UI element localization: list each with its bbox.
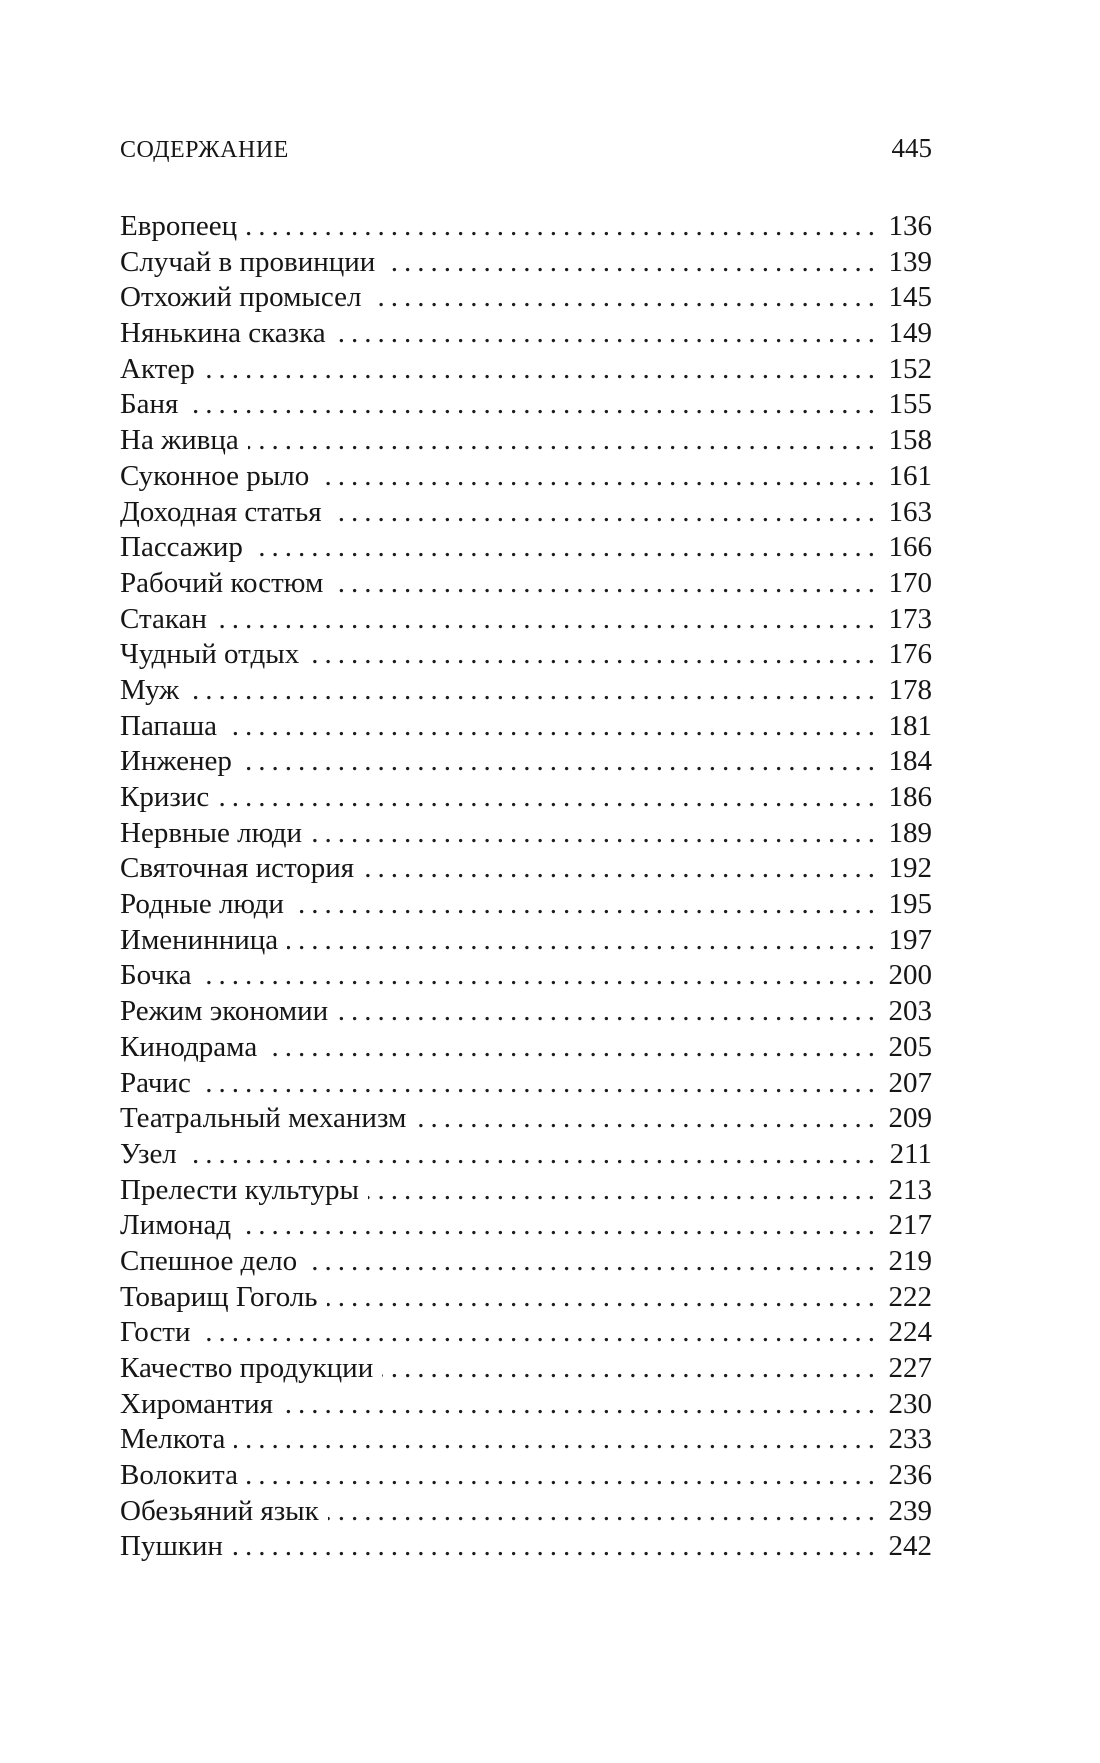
dot-leader [363,852,881,885]
dot-leader [293,888,881,921]
toc-entry [120,1281,932,1317]
entry-title: Хиромантия [120,1387,273,1420]
toc-entry [120,246,932,282]
page-number: 445 [891,133,932,163]
entry-page-number: 230 [888,1387,932,1420]
entry-page-number: 149 [888,317,932,350]
toc-entry [120,1495,932,1531]
dot-leader [248,424,881,457]
toc-entry [120,317,932,353]
entry-title: Театральный механизм [120,1102,407,1135]
dot-leader [384,246,881,279]
toc-entry [120,888,932,924]
entry-page-number: 163 [888,495,932,528]
entry-title: Отхожий промысел [120,281,362,314]
entry-title: Кинодрама [120,1030,258,1063]
entry-page-number: 213 [888,1173,932,1206]
dot-leader [216,603,881,636]
toc-entry [120,1031,932,1067]
entry-title: Родные люди [120,888,284,921]
toc-entry [120,460,932,496]
toc-list [120,210,932,1566]
dot-leader [201,959,881,992]
dot-leader [332,567,881,600]
toc-entry [120,638,932,674]
dot-leader [218,781,881,814]
entry-page-number: 203 [888,995,932,1028]
entry-page-number: 155 [888,388,932,421]
dot-leader [200,1316,881,1349]
entry-page-number: 195 [888,888,932,921]
toc-heading: СОДЕРЖАНИЕ [120,137,289,163]
dot-leader [200,1067,881,1100]
entry-page-number: 217 [888,1209,932,1242]
toc-entry [120,531,932,567]
dot-leader [234,1423,881,1456]
toc-entry [120,1174,932,1210]
dot-leader [415,1102,881,1135]
dot-leader [188,674,881,707]
toc-entry [120,1352,932,1388]
toc-entry [120,1316,932,1352]
entry-title: Муж [120,673,180,706]
toc-entry [120,1530,932,1566]
dot-leader [246,210,881,243]
toc-entry [120,1388,932,1424]
running-head [120,133,932,164]
dot-leader [247,1459,881,1492]
entry-page-number: 176 [888,638,932,671]
entry-title: Пушкин [120,1530,223,1563]
toc-entry [120,210,932,246]
entry-title: Узел [120,1137,177,1170]
entry-page-number: 236 [888,1459,932,1492]
toc-entry [120,567,932,603]
entry-title: Гости [120,1316,191,1349]
entry-page-number: 219 [888,1244,932,1277]
entry-title: Мелкота [120,1423,226,1456]
entry-title: Стакан [120,602,207,635]
entry-page-number: 139 [888,245,932,278]
entry-page-number: 158 [888,424,932,457]
entry-page-number: 178 [888,673,932,706]
dot-leader [327,1281,881,1314]
toc-entry [120,1209,932,1245]
dot-leader [252,531,881,564]
toc-entry [120,1245,932,1281]
entry-page-number: 184 [888,745,932,778]
dot-leader [331,496,881,529]
entry-page-number: 189 [888,816,932,849]
toc-entry [120,603,932,639]
toc-entry [120,1423,932,1459]
entry-title: Пассажир [120,531,243,564]
dot-leader [318,460,881,493]
dot-leader [282,1388,881,1421]
entry-title: Суконное рыло [120,459,310,492]
entry-page-number: 170 [888,566,932,599]
entry-title: Рабочий костюм [120,566,324,599]
entry-title: Именинница [120,923,279,956]
toc-entry [120,674,932,710]
toc-entry [120,924,932,960]
toc-entry [120,1102,932,1138]
entry-title: На живца [120,424,239,457]
toc-entry [120,1138,932,1174]
entry-title: Баня [120,388,179,421]
entry-title: Рачис [120,1066,191,1099]
entry-page-number: 166 [888,531,932,564]
entry-title: Актер [120,352,195,385]
toc-entry [120,353,932,389]
entry-title: Режим экономии [120,995,329,1028]
toc-entry [120,1067,932,1103]
entry-title: Инженер [120,745,232,778]
entry-page-number: 152 [888,352,932,385]
dot-leader [308,638,881,671]
entry-page-number: 207 [888,1066,932,1099]
entry-title: Европеец [120,210,238,242]
entry-page-number: 145 [888,281,932,314]
entry-title: Качество продукции [120,1352,374,1384]
dot-leader [187,388,881,421]
entry-title: Товарищ Гоголь [120,1280,318,1313]
entry-title: Кризис [120,781,210,813]
entry-title: Лимонад [120,1209,232,1242]
entry-page-number: 239 [888,1494,932,1527]
dot-leader [335,317,881,350]
entry-title: Нянькина сказка [120,317,326,350]
dot-leader [371,281,882,314]
entry-title: Бочка [120,959,192,992]
entry-page-number: 161 [888,459,932,492]
entry-page-number: 181 [888,709,932,742]
toc-entry [120,388,932,424]
toc-entry [120,710,932,746]
entry-title: Папаша [120,709,218,742]
dot-leader [328,1495,881,1528]
dot-leader [232,1530,881,1563]
entry-page-number: 136 [888,210,932,242]
entry-page-number: 233 [888,1423,932,1456]
dot-leader [311,817,881,850]
entry-title: Спешное дело [120,1244,298,1277]
toc-entry [120,817,932,853]
entry-page-number: 205 [888,1030,932,1063]
entry-page-number: 222 [888,1280,932,1313]
toc-entry [120,424,932,460]
dot-leader [368,1174,881,1207]
entry-page-number: 197 [888,923,932,956]
dot-leader [382,1352,881,1385]
toc-entry [120,745,932,781]
entry-title: Волокита [120,1459,238,1492]
entry-page-number: 224 [888,1316,932,1349]
dot-leader [266,1031,881,1064]
entry-title: Нервные люди [120,816,303,849]
toc-entry [120,852,932,888]
entry-page-number: 173 [888,602,932,635]
entry-title: Прелести культуры [120,1173,359,1206]
dot-leader [240,1209,881,1242]
dot-leader [204,353,881,386]
entry-title: Обезьяний язык [120,1494,319,1527]
dot-leader [337,995,881,1028]
dot-leader [186,1138,881,1171]
toc-entry [120,959,932,995]
toc-entry [120,1459,932,1495]
toc-entry [120,995,932,1031]
entry-page-number: 227 [888,1352,932,1384]
entry-page-number: 211 [889,1137,932,1170]
entry-title: Чудный отдых [120,638,300,671]
entry-title: Доходная статья [120,495,322,528]
entry-page-number: 200 [888,959,932,992]
toc-entry [120,496,932,532]
entry-title: Святочная история [120,852,355,885]
toc-entry [120,781,932,817]
entry-page-number: 192 [888,852,932,885]
entry-page-number: 242 [888,1530,932,1563]
toc-entry [120,281,932,317]
dot-leader [226,710,881,743]
dot-leader [241,745,881,778]
entry-page-number: 186 [888,781,932,813]
dot-leader [287,924,881,957]
entry-title: Случай в провинции [120,245,376,278]
dot-leader [306,1245,881,1278]
entry-page-number: 209 [888,1102,932,1135]
